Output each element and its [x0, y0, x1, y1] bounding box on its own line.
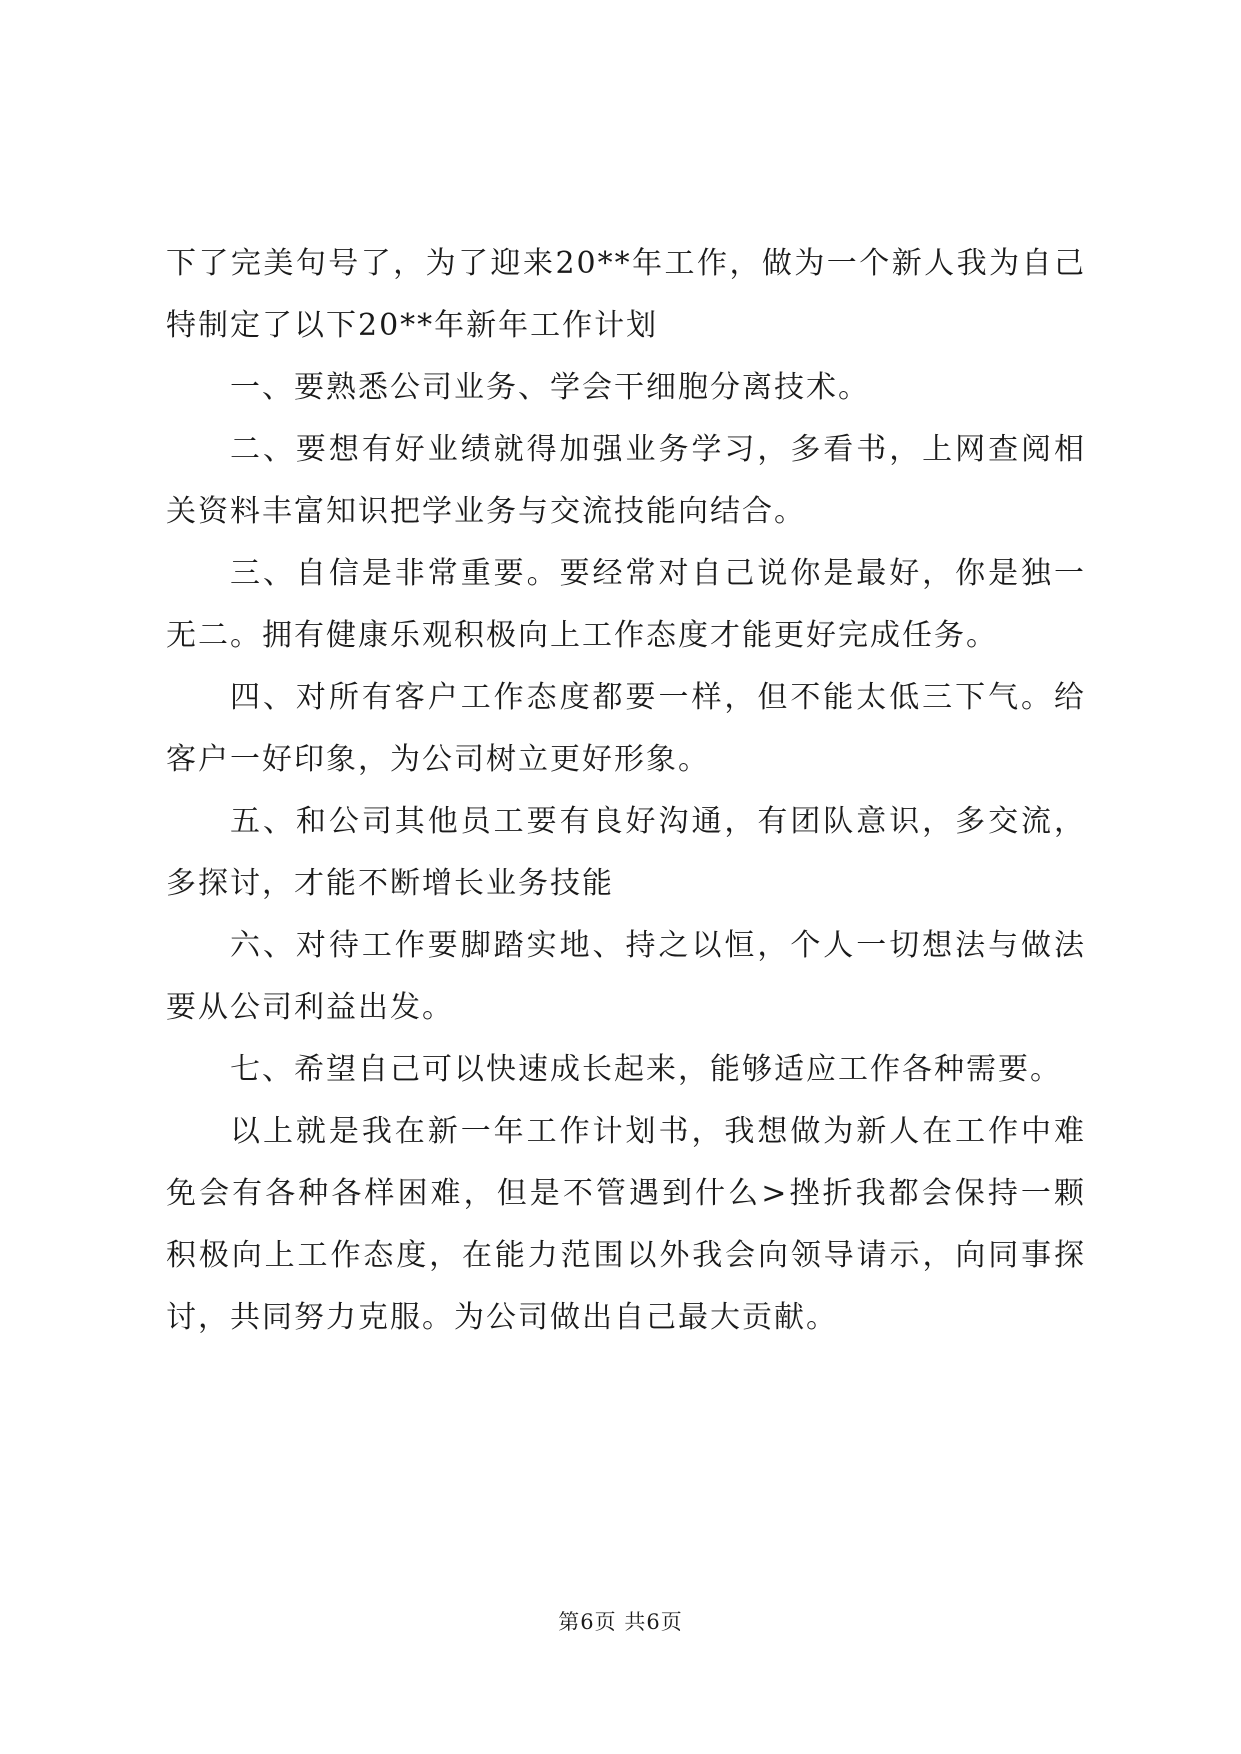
paragraph-intro: 下了完美句号了，为了迎来20**年工作，做为一个新人我为自己特制定了以下20**年新年工作计划 — [166, 246, 1086, 343]
paragraph-item-7: 七、希望自己可以快速成长起来，能够适应工作各种需要。 — [230, 1052, 1062, 1087]
paragraph-item-3: 三、自信是非常重要。要经常对自己说你是最好，你是独一无二。拥有健康乐观积极向上工作态度才能更好完成任务。 — [166, 556, 1086, 653]
page-number-footer: 第6页 共6页 — [558, 1610, 683, 1634]
paragraph-item-4: 四、对所有客户工作态度都要一样，但不能太低三下气。给客户一好印象，为公司树立更好形象。 — [166, 680, 1086, 777]
paragraph-item-5: 五、和公司其他员工要有良好沟通，有团队意识，多交流，多探讨，才能不断增长业务技能 — [166, 804, 1086, 901]
paragraph-item-2: 二、要想有好业绩就得加强业务学习，多看书，上网查阅相关资料丰富知识把学业务与交流技能向结合。 — [166, 432, 1086, 529]
paragraph-item-6: 六、对待工作要脚踏实地、持之以恒，个人一切想法与做法要从公司利益出发。 — [166, 928, 1086, 1025]
document-body — [166, 233, 1086, 1349]
paragraph-item-1: 一、要熟悉公司业务、学会干细胞分离技术。 — [230, 370, 870, 405]
paragraph-conclusion: 以上就是我在新一年工作计划书，我想做为新人在工作中难免会有各种各样困难，但是不管遇到什么>挫折我都会保持一颗积极向上工作态度，在能力范围以外我会向领导请示，向同事探讨，共同努力克服。为公司做出自己最大贡献。 — [166, 1114, 1086, 1335]
